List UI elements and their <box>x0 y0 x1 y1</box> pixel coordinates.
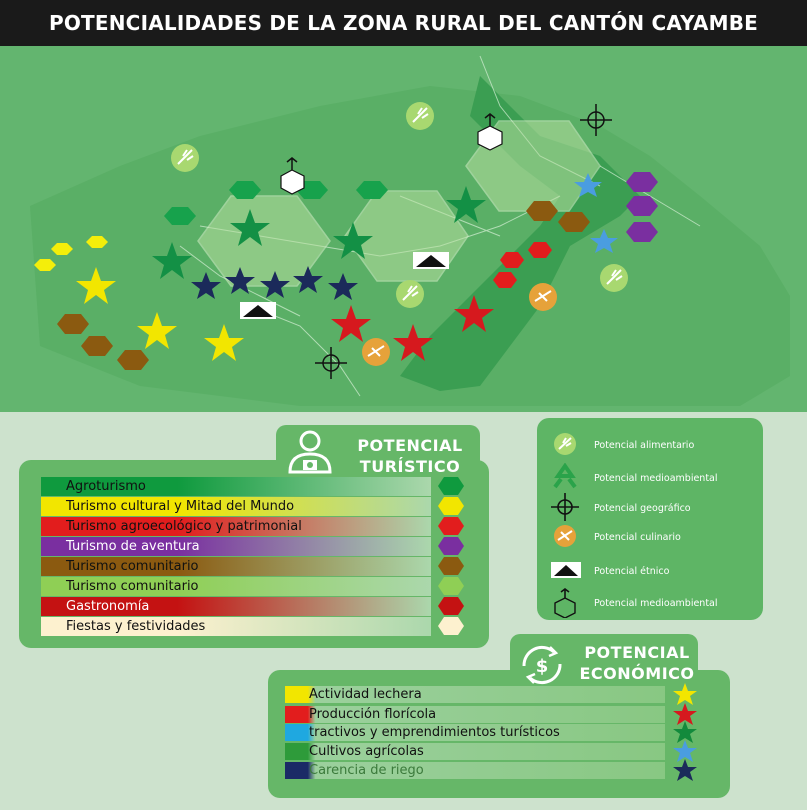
legend-item-label: Potencial culinario <box>594 532 681 543</box>
hexagon-icon <box>437 516 465 536</box>
economico-item <box>285 762 665 779</box>
culinary-icon <box>551 522 581 552</box>
recycle-icon <box>551 463 581 493</box>
legend-item-label: Potencial medioambiental <box>594 473 718 484</box>
turistico-item <box>41 557 431 576</box>
turistico-title-line2: TURÍSTICO <box>359 457 461 476</box>
hexagon-icon <box>437 616 465 636</box>
turistico-item-label: Agroturismo <box>66 479 146 494</box>
economico-item-label: Actividad lechera <box>309 687 422 702</box>
turistico-title <box>340 435 480 477</box>
turistico-item <box>41 537 431 556</box>
turistico-item-label: Turismo cultural y Mitad del Mundo <box>66 499 295 514</box>
turistico-item-label: Turismo comunitario <box>66 559 199 574</box>
turistico-item <box>41 517 431 536</box>
turistico-item-label: Gastronomía <box>66 599 150 614</box>
hexagon-icon <box>437 536 465 556</box>
turistico-item-label: Turismo comunitario <box>66 579 199 594</box>
turistico-item <box>41 617 431 636</box>
aventura-markers <box>626 172 658 242</box>
turistico-title-line1: POTENCIAL <box>357 436 463 455</box>
economico-item-label: Cultivos agrícolas <box>309 744 424 759</box>
wheat-icon <box>551 430 581 460</box>
turistico-item <box>41 477 431 496</box>
hexagon-icon <box>437 476 465 496</box>
economico-title-line1: POTENCIAL <box>584 643 690 662</box>
tourist-person-icon <box>282 428 338 474</box>
title-bar <box>0 0 807 46</box>
turistico-item-label: Turismo de aventura <box>66 539 200 554</box>
turistico-item-label: Fiestas y festividades <box>66 619 206 634</box>
hexagon-icon <box>437 496 465 516</box>
turistico-item <box>41 577 431 596</box>
hexagon-icon <box>437 556 465 576</box>
economico-item <box>285 724 665 741</box>
star-icon <box>672 758 698 782</box>
economico-item-label: Producción florícola <box>309 707 437 722</box>
map-canvas <box>0 46 807 412</box>
legend-item-label: Potencial alimentario <box>594 440 695 451</box>
legend-item-label: Potencial étnico <box>594 566 670 577</box>
hexagon-icon <box>437 576 465 596</box>
economico-title-line2: ECONÓMICO <box>579 664 695 683</box>
economico-item-label: tractivos y emprendimientos turísticos <box>309 725 560 740</box>
economico-item <box>285 743 665 760</box>
plant-box-icon <box>551 588 581 618</box>
economico-item <box>285 706 665 723</box>
mountain-icon <box>551 556 581 586</box>
page-title: POTENCIALIDADES DE LA ZONA RURAL DEL CANTÓN CAYAMBE <box>48 11 759 35</box>
hexagon-icon <box>437 596 465 616</box>
turistico-item-label: Turismo agroecológico y patrimonial <box>66 519 302 534</box>
turistico-item <box>41 597 431 616</box>
turistico-item <box>41 497 431 516</box>
economico-item <box>285 686 665 703</box>
economico-title <box>572 642 702 684</box>
currency-symbol: $ <box>535 656 549 677</box>
map-area <box>0 46 807 412</box>
economico-item-label: Carencia de riego <box>309 763 424 778</box>
money-cycle-icon <box>514 644 570 686</box>
legend-item-label: Potencial medioambiental <box>594 598 718 609</box>
compass-icon <box>551 493 581 523</box>
legend-item-label: Potencial geográfico <box>594 503 691 514</box>
